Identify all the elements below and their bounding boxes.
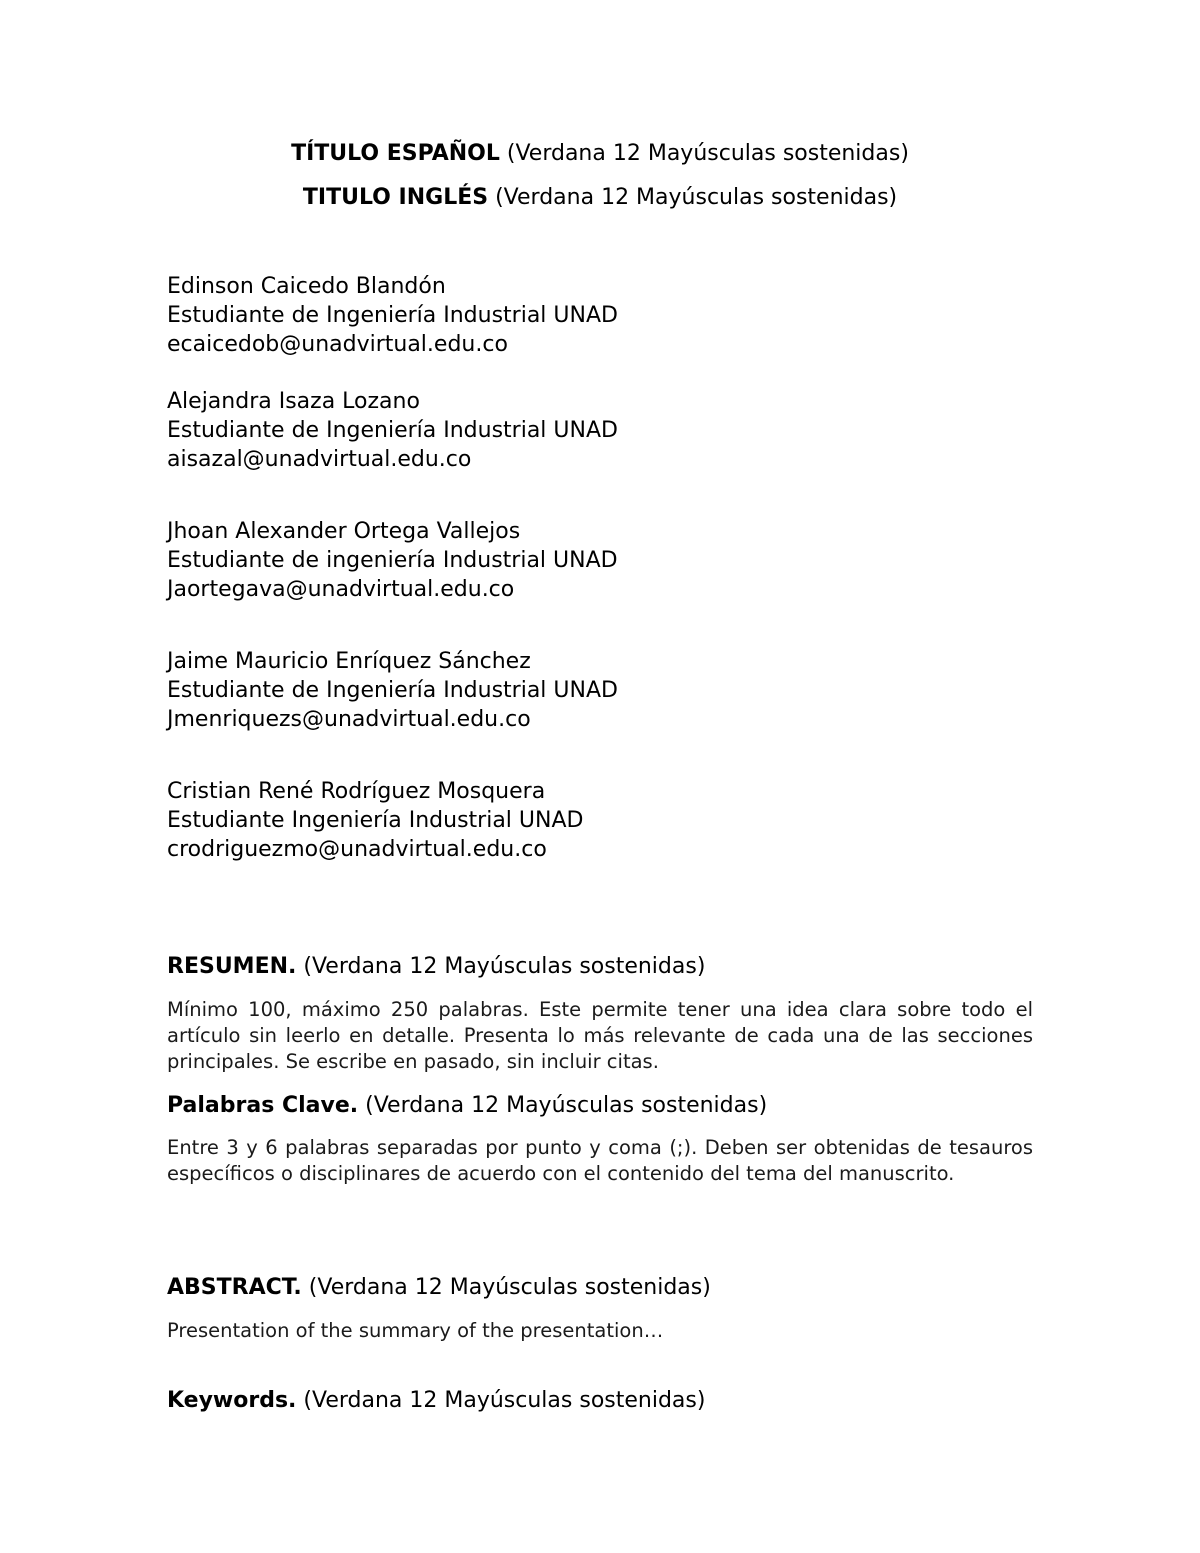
abstract-heading-text: ABSTRACT.	[167, 1275, 302, 1300]
resumen-heading-note: (Verdana 12 Mayúsculas sostenidas)	[296, 954, 706, 979]
abstract-heading	[167, 1273, 711, 1303]
author-email: crodriguezmo@unadvirtual.edu.co	[167, 837, 547, 862]
abstract-heading-note: (Verdana 12 Mayúsculas sostenidas)	[301, 1275, 711, 1300]
author-affiliation: Estudiante Ingeniería Industrial UNAD	[167, 808, 584, 833]
author-name: Jaime Mauricio Enríquez Sánchez	[167, 649, 531, 674]
author-affiliation: Estudiante de ingeniería Industrial UNAD	[167, 548, 618, 573]
palabras-clave-body: Entre 3 y 6 palabras separadas por punto y coma (;). Deben ser obtenidas de tesauros específicos o disciplinares de acuerdo con el contenido del tema del manuscrito.	[167, 1136, 1033, 1185]
spanish-title-note: (Verdana 12 Mayúsculas sostenidas)	[499, 141, 909, 166]
spanish-title	[0, 139, 1200, 169]
author-block	[167, 387, 1067, 474]
keywords-heading-note: (Verdana 12 Mayúsculas sostenidas)	[296, 1388, 706, 1413]
author-email: aisazal@unadvirtual.edu.co	[167, 447, 472, 472]
resumen-heading-text: RESUMEN.	[167, 954, 297, 979]
keywords-heading	[167, 1386, 705, 1416]
resumen-body: Mínimo 100, máximo 250 palabras. Este permite tener una idea clara sobre todo el artículo sin leerlo en detalle. Presenta lo más relevante de cada una de las secciones principales. Se escribe en pasado, sin incluir citas.	[167, 998, 1033, 1073]
english-title	[0, 183, 1200, 213]
english-title-note: (Verdana 12 Mayúsculas sostenidas)	[488, 185, 898, 210]
author-affiliation: Estudiante de Ingeniería Industrial UNAD	[167, 418, 618, 443]
author-email: Jaortegava@unadvirtual.edu.co	[167, 577, 515, 602]
keywords-heading-text: Keywords.	[167, 1388, 297, 1413]
author-name: Jhoan Alexander Ortega Vallejos	[167, 519, 521, 544]
author-affiliation: Estudiante de Ingeniería Industrial UNAD	[167, 303, 618, 328]
author-block	[167, 647, 1067, 734]
spanish-title-text: TÍTULO ESPAÑOL	[291, 141, 500, 166]
author-email: Jmenriquezs@unadvirtual.edu.co	[167, 707, 531, 732]
english-title-text: TITULO INGLÉS	[302, 185, 489, 210]
author-affiliation: Estudiante de Ingeniería Industrial UNAD	[167, 678, 618, 703]
author-block	[167, 272, 1067, 359]
resumen-heading	[167, 952, 705, 982]
palabras-clave-heading-note: (Verdana 12 Mayúsculas sostenidas)	[358, 1093, 768, 1118]
author-name: Alejandra Isaza Lozano	[167, 389, 420, 414]
palabras-clave-heading-text: Palabras Clave.	[167, 1093, 359, 1118]
abstract-body: Presentation of the summary of the presentation…	[167, 1319, 664, 1342]
author-name: Edinson Caicedo Blandón	[167, 274, 446, 299]
author-email: ecaicedob@unadvirtual.edu.co	[167, 332, 508, 357]
author-name: Cristian René Rodríguez Mosquera	[167, 779, 546, 804]
author-block	[167, 777, 1067, 864]
palabras-clave-heading	[167, 1091, 767, 1121]
author-block	[167, 517, 1067, 604]
